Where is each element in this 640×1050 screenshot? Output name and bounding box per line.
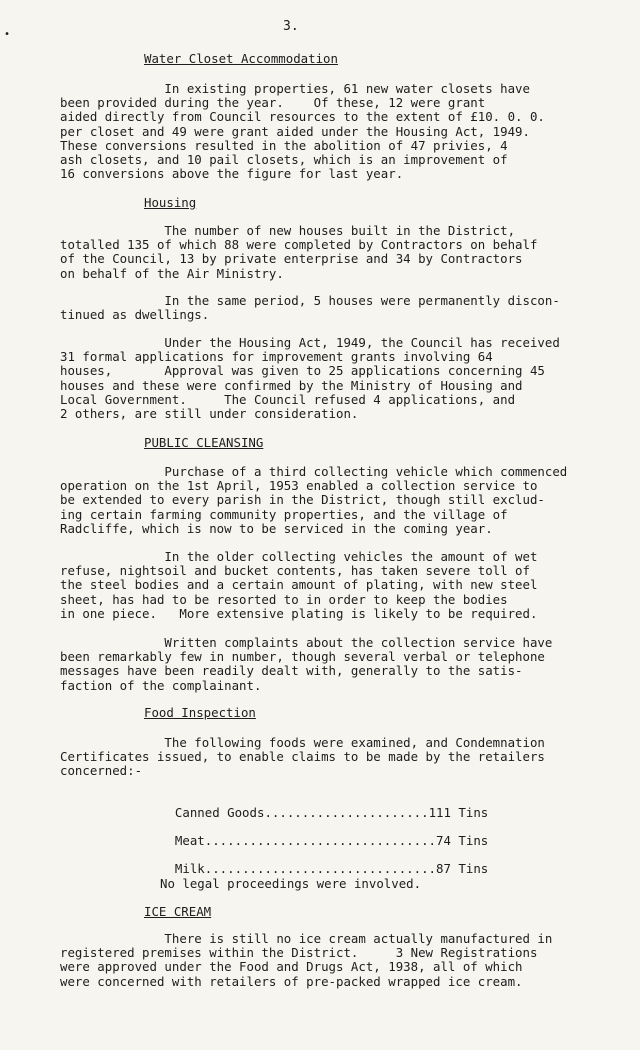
item-leader: ...................... — [264, 805, 429, 821]
heading-public-cleansing: PUBLIC CLEANSING — [144, 435, 264, 450]
item-value: 111 Tins — [428, 805, 489, 821]
heading-housing: Housing — [144, 195, 197, 210]
list-item — [160, 792, 488, 820]
item-leader: ............................... — [204, 833, 437, 849]
heading-water-closet: Water Closet Accommodation — [144, 51, 338, 66]
heading-food-inspection: Food Inspection — [144, 705, 256, 720]
paragraph: Written complaints about the collection service have been remarkably few in number, though several verbal or telephone messages have been readily dealt with, generally to the satis- faction of the complainant. — [60, 635, 553, 693]
paragraph: Under the Housing Act, 1949, the Council has received 31 formal applications for improvement grants involving 64 houses, Approval was given to 25 applications concerning 45 houses and these were confirmed by the Ministry of Housing and Local Government. The Council refused 4 applications, and 2 others, are still under consideration. — [60, 335, 560, 422]
list-item — [160, 820, 488, 848]
item-name: Canned Goods — [174, 805, 265, 821]
list-item — [160, 848, 488, 876]
item-name: Milk — [174, 861, 205, 877]
paragraph: The number of new houses built in the District, totalled 135 of which 88 were completed by Contractors on behalf of the Council, 13 by private enterprise and 34 by Contractors on behalf of the Air Ministry. — [60, 223, 538, 281]
item-leader: ............................... — [204, 861, 437, 877]
paragraph: In the same period, 5 houses were permanently discon- tinued as dwellings. — [60, 293, 560, 323]
heading-ice-cream: ICE CREAM — [144, 904, 212, 919]
paragraph: In the older collecting vehicles the amount of wet refuse, nightsoil and bucket contents, has taken severe toll of the steel bodies and a certain amount of plating, with new steel sheet, has had to be resorted to in order to keep the bodies in one piece. More extensive plating is likely to be required. — [60, 549, 538, 621]
paragraph: Purchase of a third collecting vehicle which commenced operation on the 1st April, 1953 enabled a collection service to be extended to every parish in the District, though still exclud- ing certain farming community properties, and the village of Radcliffe, which is now to be serviced in the coming year. — [60, 464, 568, 536]
page-number: 3. — [283, 19, 299, 34]
paragraph: The following foods were examined, and Condemnation Certificates issued, to enable claims to be made by the retailers concerned:- — [60, 735, 545, 779]
note: No legal proceedings were involved. — [160, 876, 422, 891]
paragraph: There is still no ice cream actually manufactured in registered premises within the District. 3 New Registrations were approved under the Food and Drugs Act, 1938, all of which were concerned with retailers of pre-packed wrapped ice cream. — [60, 931, 553, 989]
item-value: 74 Tins — [436, 833, 489, 849]
margin-mark: • — [4, 29, 11, 40]
item-value: 87 Tins — [436, 861, 489, 877]
paragraph: In existing properties, 61 new water closets have been provided during the year. Of these, 12 were grant aided directly from Council resources to the extent of £10. 0. 0. per closet and 49 were grant aided under the Housing Act, 1949. These conversions resulted in the abolition of 47 privies, 4 ash closets, and 10 pail closets, which is an improvement of 16 conversions above the figure for last year. — [60, 81, 545, 182]
item-name: Meat — [174, 833, 205, 849]
